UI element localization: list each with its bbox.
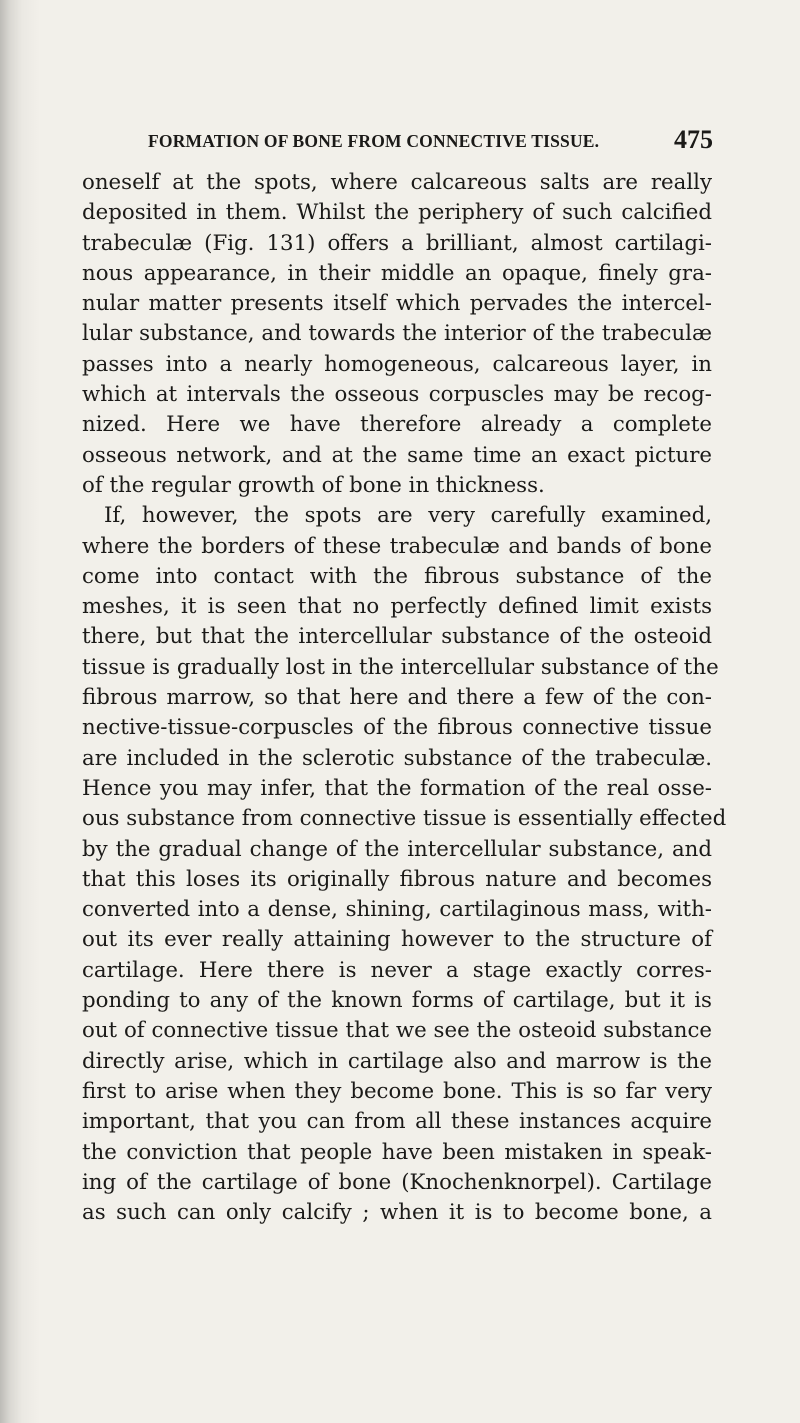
text-line: directly arise, which in cartilage also and marrow is the — [82, 1048, 712, 1074]
text-line: as such can only calcify ; when it is to become bone, a — [82, 1200, 712, 1226]
text-line: oneself at the spots, where calcareous salts are really — [82, 170, 712, 195]
text-line: meshes, it is seen that no perfectly defined limit exists — [82, 594, 712, 620]
paragraph-start-line: If, however, the spots are very carefully examined, — [104, 503, 712, 529]
text-line: nized. Here we have therefore already a complete — [82, 412, 712, 438]
text-line: where the borders of these trabeculæ and bands of bone — [82, 533, 712, 559]
body-text — [82, 168, 727, 1228]
text-line: important, that you can from all these instances acquire — [82, 1109, 712, 1135]
text-line: deposited in them. Whilst the periphery of such calcified — [82, 200, 712, 226]
text-line: nular matter presents itself which pervades the intercel- — [82, 291, 712, 317]
text-line: passes into a nearly homogeneous, calcareous layer, in — [82, 351, 712, 377]
text-line: Hence you may infer, that the formation of the real osse- — [82, 775, 712, 801]
text-line: come into contact with the fibrous substance of the — [82, 563, 712, 589]
text-line: trabeculæ (Fig. 131) offers a brilliant, almost cartilagi- — [82, 230, 712, 256]
text-line: nective-tissue-corpuscles of the fibrous connective tissue — [82, 715, 712, 741]
text-line: lular substance, and towards the interior of the trabeculæ — [82, 321, 712, 347]
paragraph-end-line: of the regular growth of bone in thickness. — [82, 472, 545, 498]
text-line: out its ever really attaining however to the structure of — [82, 927, 712, 953]
text-line: ous substance from connective tissue is essentially effected — [82, 806, 727, 832]
page-number: 475 — [674, 125, 713, 154]
text-line: there, but that the intercellular substance of the osteoid — [82, 624, 712, 650]
text-line: which at intervals the osseous corpuscles may be recog- — [82, 382, 712, 408]
text-line: ponding to any of the known forms of cartilage, but it is — [82, 988, 712, 1014]
text-line: the conviction that people have been mistaken in speak- — [82, 1139, 712, 1165]
running-head: FORMATION OF BONE FROM CONNECTIVE TISSUE. — [148, 131, 600, 151]
text-line: osseous network, and at the same time an exact picture — [82, 442, 712, 468]
text-line: tissue is gradually lost in the intercellular substance of the — [82, 654, 719, 680]
text-line: by the gradual change of the intercellular substance, and — [82, 836, 712, 862]
text-line: nous appearance, in their middle an opaque, finely gra- — [82, 260, 712, 286]
text-line: fibrous marrow, so that here and there a few of the con- — [82, 685, 712, 711]
text-line: are included in the sclerotic substance of the trabeculæ. — [82, 745, 712, 771]
text-line: ing of the cartilage of bone (Knochenknorpel). Cartilage — [82, 1169, 712, 1195]
text-line: converted into a dense, shining, cartilaginous mass, with- — [82, 897, 712, 923]
text-line: first to arise when they become bone. This is so far very — [82, 1078, 712, 1104]
text-line: cartilage. Here there is never a stage exactly corres- — [82, 957, 712, 983]
page-header — [148, 125, 713, 161]
text-line: out of connective tissue that we see the osteoid substance — [82, 1018, 712, 1044]
text-line: that this loses its originally fibrous nature and becomes — [82, 866, 712, 892]
